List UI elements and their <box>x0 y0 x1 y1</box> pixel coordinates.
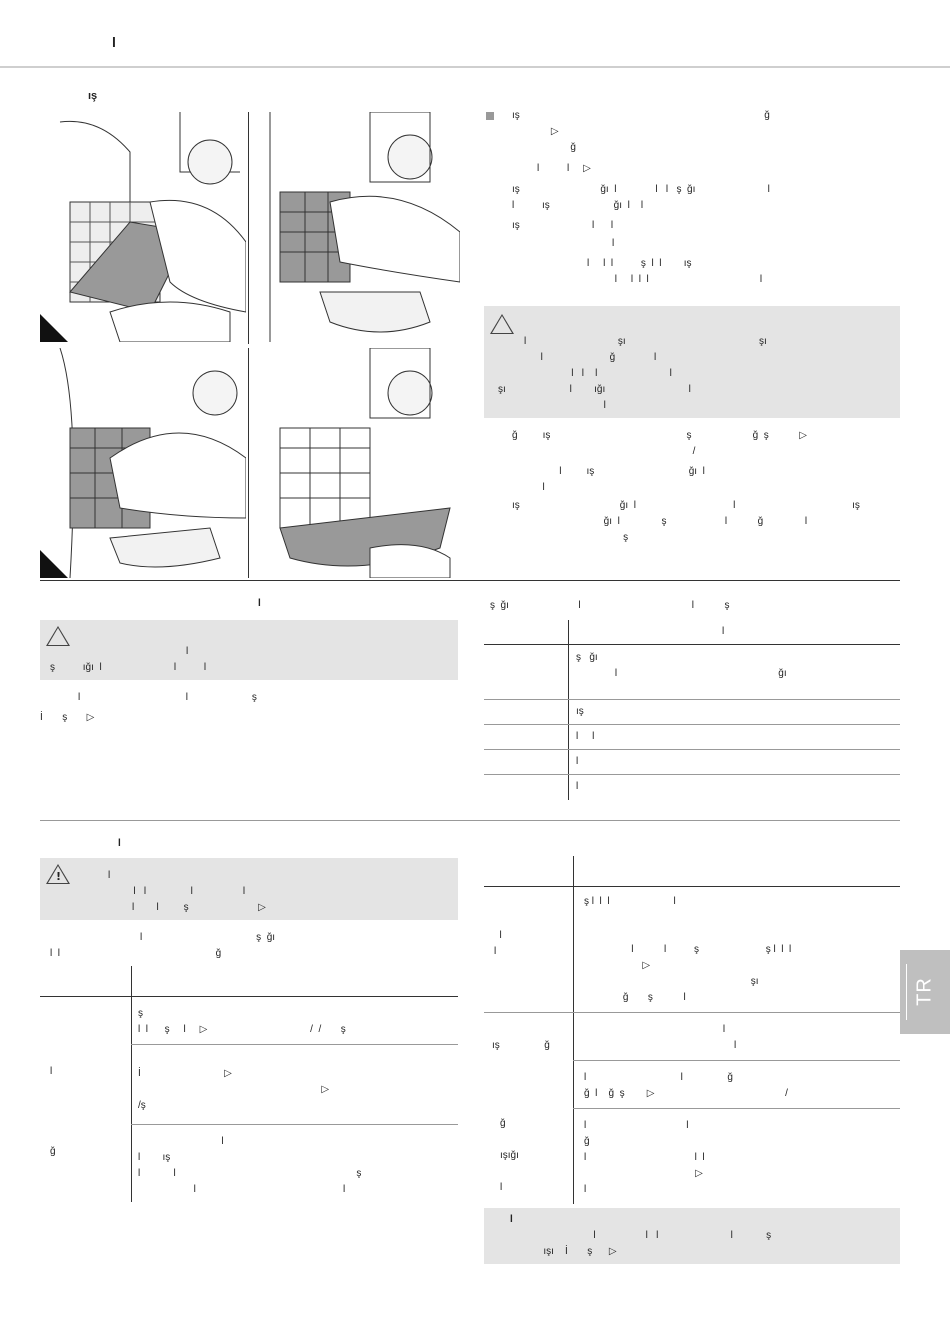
photo-grid <box>40 112 460 578</box>
photo-step-1-corner-marker <box>40 314 68 342</box>
table-row-label: l ğ <box>50 1066 56 1157</box>
warning-exclamation-icon <box>46 864 70 884</box>
language-tab <box>900 950 950 1034</box>
photo-step-4 <box>250 348 460 578</box>
table-row: l l ğ l l l ▷ l <box>584 1120 705 1195</box>
photo-step-2 <box>250 112 460 342</box>
section2-body-line-2: İ ş ▷ <box>40 712 95 723</box>
bullet-square-icon <box>486 112 494 120</box>
section2-warning-box: l ş ığı l l l <box>40 620 458 680</box>
table-header: l <box>722 626 725 637</box>
photo-step-4-illustration <box>250 348 460 578</box>
table-row: l <box>576 781 579 792</box>
section2-body-line-1: l l ş <box>78 692 257 703</box>
photo-step-1-illustration <box>40 112 246 342</box>
header-rule <box>0 66 950 68</box>
table-row: İ ▷ ▷ /ş <box>138 1068 330 1111</box>
photo-step-3-illustration <box>40 348 246 578</box>
table-row: ış <box>576 706 584 717</box>
warning-triangle-icon <box>46 626 70 646</box>
section3-heading: l <box>118 838 121 849</box>
language-tab-label: TR <box>913 977 936 1006</box>
table-row: ş l l l l l l ş ş l l l ▷ şı ğ ş l <box>584 896 792 1003</box>
section3-body-line-1: l ş ğı <box>40 932 276 943</box>
warning-triangle-icon <box>490 314 514 334</box>
table-row: ş l l ş l ▷ / / ş <box>138 1008 346 1035</box>
table-row: l l <box>722 1024 737 1051</box>
section-divider-2 <box>40 820 900 821</box>
table-row: l l ış l l ş l l <box>138 1136 362 1195</box>
table-row-label: l l <box>494 930 502 957</box>
section2-heading: l <box>258 598 261 609</box>
section1-warning-box: l şı şı l ğ l l l l l şı l ığı l l <box>484 306 900 418</box>
page-header-title: l <box>112 34 116 50</box>
table-row: l l ğ ğ l ğ ş ▷ / <box>584 1072 788 1099</box>
table-row: l <box>576 756 579 767</box>
section-divider-1 <box>40 580 900 581</box>
photo-step-2-illustration <box>250 112 460 342</box>
table-row: ş ğı l ğı <box>576 652 787 679</box>
table-row-label: ğ ışığı l <box>500 1118 519 1193</box>
photo-step-1 <box>40 112 246 342</box>
section2-table-intro: ş ğı l l ş <box>490 600 730 611</box>
table-row: l l <box>576 731 595 742</box>
section1-heading: ış <box>88 90 98 102</box>
photo-step-3 <box>40 348 246 578</box>
section3-body-line-2: l l ğ <box>50 948 222 959</box>
table-row-label: ış ğ <box>492 1040 550 1051</box>
section3-warning-box: ! l l l l l l l ş ▷ <box>40 858 458 920</box>
section3-note-box: l l l l l ş ışı İ ş ▷ <box>484 1208 900 1264</box>
photo-step-3-corner-marker <box>40 550 68 578</box>
